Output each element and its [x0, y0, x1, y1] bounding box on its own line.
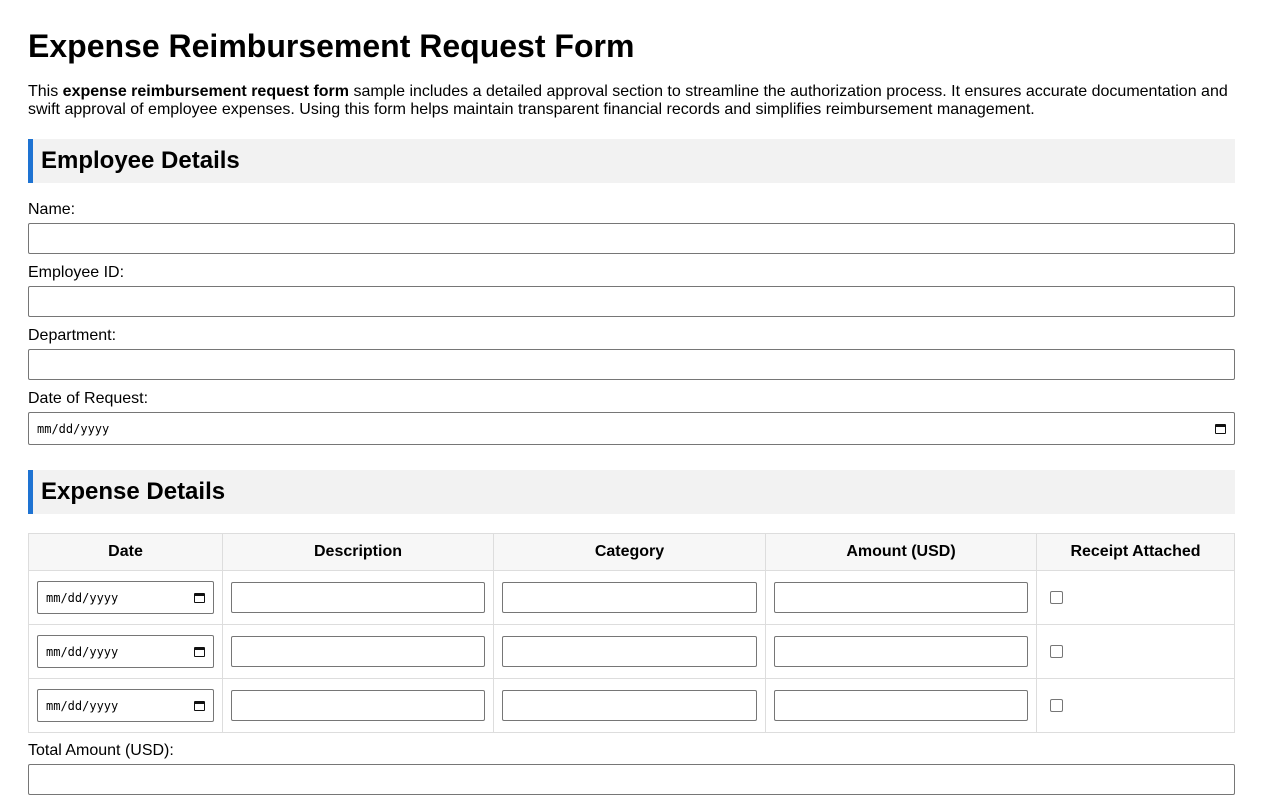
col-date: Date [29, 534, 223, 571]
col-amount: Amount (USD) [766, 534, 1037, 571]
name-input[interactable] [28, 223, 1235, 254]
table-row [29, 625, 1235, 679]
description-input[interactable] [231, 690, 485, 721]
amount-input[interactable] [774, 636, 1028, 667]
col-category: Category [494, 534, 766, 571]
category-input[interactable] [502, 636, 757, 667]
category-input[interactable] [502, 582, 757, 613]
calendar-icon[interactable] [1215, 424, 1226, 434]
intro-text: This expense reimbursement request form sample includes a detailed approval section to streamline the authorization process. It ensures accurate documentation and swift approval of employee expenses. Using this form helps maintain transparent financial records and simplifies reimbursement management. [28, 83, 1228, 118]
date-of-request-label: Date of Request: [28, 390, 149, 407]
receipt-checkbox[interactable] [1050, 699, 1063, 712]
col-description: Description [223, 534, 494, 571]
description-input[interactable] [231, 636, 485, 667]
table-row [29, 679, 1235, 733]
category-input[interactable] [502, 690, 757, 721]
expense-table [28, 533, 1235, 733]
total-amount-label: Total Amount (USD): [28, 742, 174, 759]
amount-input[interactable] [774, 690, 1028, 721]
expense-date-input[interactable] [37, 581, 214, 614]
col-receipt: Receipt Attached [1037, 534, 1235, 571]
department-label: Department: [28, 327, 117, 344]
expense-date-input[interactable] [37, 689, 214, 722]
section-employee-details: Employee Details [28, 139, 1235, 183]
receipt-checkbox[interactable] [1050, 645, 1063, 658]
employee-id-input[interactable] [28, 286, 1235, 317]
calendar-icon[interactable] [194, 701, 205, 711]
section-expense-details: Expense Details [28, 470, 1235, 514]
calendar-icon[interactable] [194, 593, 205, 603]
table-header-row [29, 534, 1235, 571]
total-amount-input[interactable] [28, 764, 1235, 795]
department-input[interactable] [28, 349, 1235, 380]
date-placeholder: mm/dd/yyyy [46, 644, 119, 659]
page-title: Expense Reimbursement Request Form [28, 28, 635, 64]
description-input[interactable] [231, 582, 485, 613]
amount-input[interactable] [774, 582, 1028, 613]
calendar-icon[interactable] [194, 647, 205, 657]
receipt-checkbox[interactable] [1050, 591, 1063, 604]
date-placeholder: mm/dd/yyyy [46, 698, 119, 713]
expense-date-input[interactable] [37, 635, 214, 668]
table-row [29, 571, 1235, 625]
name-label: Name: [28, 201, 76, 218]
date-placeholder: mm/dd/yyyy [37, 421, 110, 436]
date-placeholder: mm/dd/yyyy [46, 590, 119, 605]
date-of-request-input[interactable] [28, 412, 1235, 445]
employee-id-label: Employee ID: [28, 264, 125, 281]
